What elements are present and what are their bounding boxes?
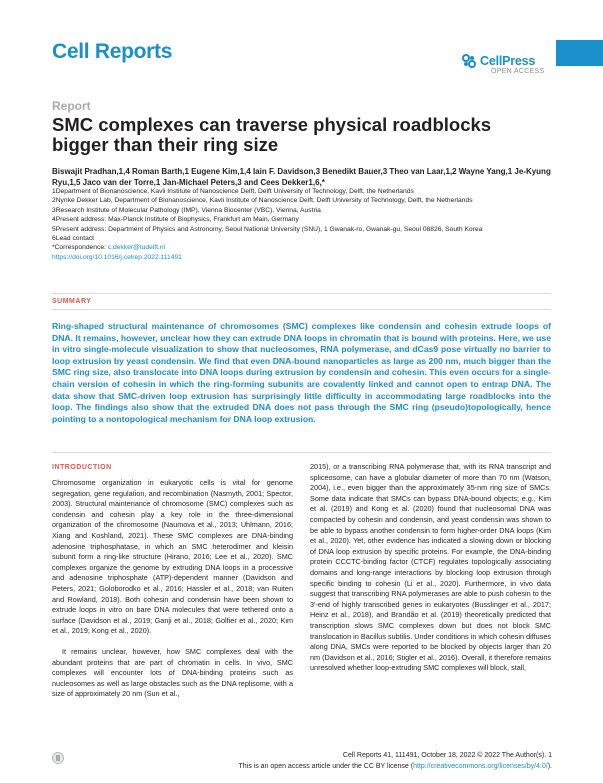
divider-top	[52, 293, 551, 294]
correspondence	[52, 243, 552, 252]
intro-column-right	[310, 462, 551, 674]
publisher-name: CellPress	[480, 54, 536, 68]
correspondence-email-link[interactable]: c.dekker@tudelft.nl	[107, 244, 166, 252]
license-text: This is an open access article under the CC BY license (	[238, 763, 414, 770]
summary-heading: SUMMARY	[52, 298, 92, 305]
license-link[interactable]: http://creativecommons.org/licenses/by/4.0/	[413, 763, 548, 770]
doi-link[interactable]: https://doi.org/10.1016/j.celrep.2022.111491	[52, 253, 182, 261]
affiliation-2: 2Nynke Dekker Lab, Department of Bionanoscience, Kavli Institute of Nanoscience Delft, Delft University of Technology, Delft, the Netherlands	[52, 197, 473, 205]
affiliation-4: 4Present address: Max-Planck Institute of Biophysics, Frankfurt am Main, Germany	[52, 216, 299, 224]
intro-paragraph-3: 2015), or a transcribing RNA polymerase that, with its RNA transcript and spliceosome, can have a globular diameter of more than 70 nm (Watson, 2004), i.e., even bigger than the approximately 35-nm ring size of SMCs. Some data indicate that SMCs can bypass DNA-bound objects; e.g., Kim et al. (2019) and Kong et al. (2020) found that nucleosomal DNA was compacted by cohesin and condensin, and yeast condensin was shown to be able to bypass another condensin to form higher-order DNA loops (Kim et al., 2020). Yet, other evidence has indicated a slowing down or blocking of DNA loop extrusion by specific proteins. For example, the DNA-binding protein CCCTC-binding factor (CTCF) regulates topologically associating domains and long-range interactions by blocking loop extrusion through specific binding to cohesin (Li et al., 2020). Furthermore, in vivo data suggest that transcribing RNA polymerases are able to push cohesin to the 3'-end of highly transcribed genes in eukaryotes (Busslinger et al., 2017; Heinz et al., 2018), and Brandão et al. (2019) theoretically predicted that transcription slows SMC complexes down but does not block SMC translocation in Bacillus subtilis. Under conditions in which cohesin diffuses along DNA, SMCs were reported to be blocked by objects larger than 20 nm (Davidson et al., 2016; Stigler et al., 2016). Overall, it therefore remains unresolved whether loop-extruding SMC complexes will block, stall,	[310, 462, 551, 673]
article-title: SMC complexes can traverse physical roadblocks bigger than their ring size	[52, 114, 492, 155]
intro-paragraph-1: Chromosome organization in eukaryotic cells is vital for genome segregation, gene regulation, and recombination (Nasmyth, 2001; Spector, 2003). Structural maintenance of chromosome (SMC) complexes such as condensin and cohesin play a key role in the three-dimensional organization of the chromosome (Naumova et al., 2013; Uhlmann, 2016; Xiang and Koshland, 2021). These SMC complexes are DNA-binding adenosine triphosphatase, in which an SMC heterodimer and kleisin subunit form a ring-like structure (Hirano, 2016; Lee et al., 2020). SMC complexes organize the genome by extruding DNA loops in a processive and adenosine triphosphate (ATP)-dependent manner (Davidson and Peters, 2021; Goloborodko et al., 2016; Hassler et al., 2018; van Ruiten and Rowland, 2018). Both cohesin and condensin have been shown to extrude loops in vitro on bare DNA molecules that were tethered onto a surface (Davidson et al., 2019; Ganji et al., 2018; Golfier et al., 2020; Kim et al., 2019; Kong et al., 2020).	[52, 478, 293, 636]
intro-paragraph-2: It remains unclear, however, how SMC complexes deal with the abundant proteins that are part of chromatin in cells. In vivo, SMC complexes will encounter lots of DNA-binding proteins such as nucleosomes as well as large obstacles such as the DNA replisome, with a size of approximately 20 nm (Sun et al.,	[52, 646, 293, 699]
divider-intro	[52, 452, 551, 453]
affiliation-6: 6Lead contact	[52, 235, 95, 243]
publisher-logo	[461, 53, 535, 69]
divider-summary	[52, 309, 551, 310]
article-type: Report	[52, 99, 91, 113]
affiliation-3: 3Research Institute of Molecular Pathology (IMP), Vienna Biocenter (VBC), Vienna, Austria	[52, 206, 321, 214]
open-access-label: OPEN ACCESS	[491, 68, 545, 75]
license-close: ).	[547, 763, 552, 770]
license-line	[60, 763, 552, 770]
intro-column-left	[52, 478, 293, 700]
affiliation-1: 1Department of Bionanoscience, Kavli Institute of Nanoscience Delft, Delft University of Technology, Delft, the Netherlands	[52, 188, 414, 195]
author-list: Biswajit Pradhan,1,4 Roman Barth,1 Eugene Kim,1,4 Iain F. Davidson,3 Benedikt Bauer,3 Theo van Laar,1,2 Wayne Yang,1 Je-Kyung Ryu,1,5 Jaco van der Torre,1 Jan-Michael Peters,3 and Cees Dekker1,6,*	[52, 167, 551, 187]
summary-text: Ring-shaped structural maintenance of chromosomes (SMC) complexes like condensin and cohesin extrude loops of DNA. It remains, however, unclear how they can extrude DNA loops in chromatin that is bound with proteins. Here, we use in vitro single-molecule visualization to show that nucleosomes, RNA polymerase, and dCas9 pose virtually no barrier to loop extrusion by yeast condensin. We find that even DNA-bound nanoparticles as large as 200 nm, much bigger than the SMC ring size, also translocate into DNA loops during extrusion by condensin and cohesin. This even occurs for a single-chain version of cohesin in which the ring-forming subunits are covalently linked and cannot open to entrap DNA. The data show that SMC-driven loop extrusion has surprisingly little difficulty in accommodating large roadblocks into the loop. The findings also show that the extruded DNA does not pass through the SMC ring (pseudo)topologically, hence pointing to a nontopological mechanism for DNA loop extrusion.	[52, 321, 551, 424]
affiliations	[52, 187, 552, 262]
introduction-heading: INTRODUCTION	[52, 464, 112, 471]
citation-line: Cell Reports 41, 111491, October 18, 2022 © 2022 The Author(s). 1	[342, 752, 552, 759]
cellpress-logo-icon	[461, 53, 477, 69]
journal-title: Cell Reports	[52, 40, 173, 63]
correspondence-label: *Correspondence:	[52, 244, 108, 252]
affiliation-5: 5Present address: Department of Physics and Astronomy, Seoul National University (SNU), 1 Gwanak-ro, Gwanak-gu, Seoul 08826, South Korea	[52, 225, 483, 233]
corner-tab	[556, 40, 603, 66]
